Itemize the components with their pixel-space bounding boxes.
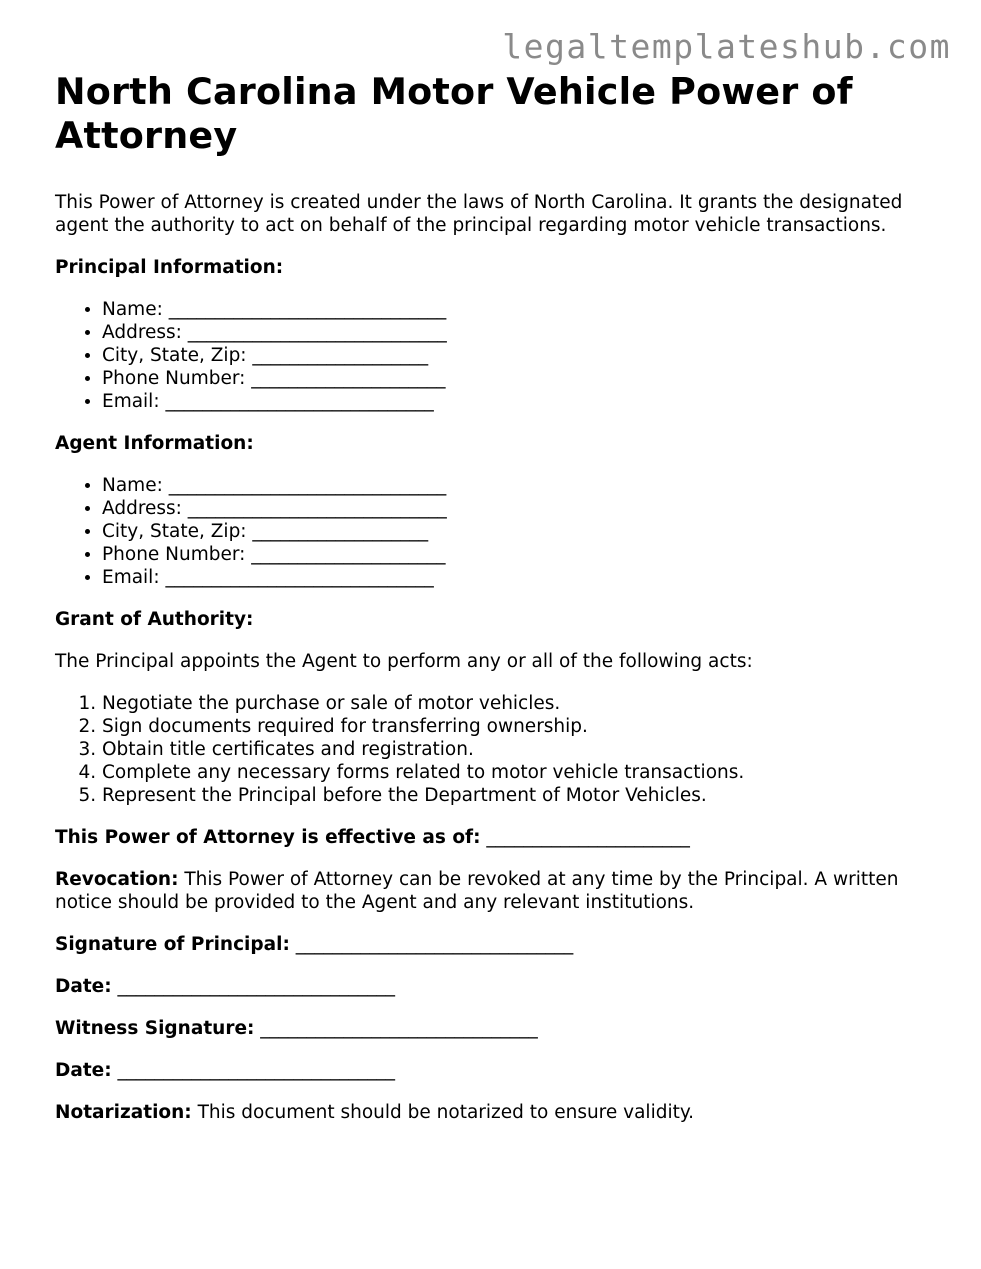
- principal-date-blank: ______________________________: [111, 976, 396, 997]
- authority-act-item: 3. Obtain title certificates and registration.: [102, 738, 935, 761]
- authority-acts-list: [55, 692, 935, 807]
- witness-signature-label: Witness Signature:: [55, 1018, 255, 1039]
- notarization-paragraph: [55, 1101, 935, 1124]
- agent-email-field: • Email: _____________________________: [102, 566, 935, 589]
- principal-city-state-zip-field: • City, State, Zip: ___________________: [102, 344, 935, 367]
- authority-act-item: 5. Represent the Principal before the Department of Motor Vehicles.: [102, 784, 935, 807]
- authority-act-item: 2. Sign documents required for transferring ownership.: [102, 715, 935, 738]
- document-title: North Carolina Motor Vehicle Power of Attorney: [55, 70, 853, 157]
- revocation-paragraph: [55, 868, 935, 914]
- witness-signature-line: [55, 1017, 935, 1040]
- principal-date-label: Date:: [55, 976, 112, 997]
- effective-date-line: [55, 826, 935, 849]
- revocation-label: Revocation:: [55, 869, 179, 890]
- principal-signature-blank: ______________________________: [289, 934, 574, 955]
- principal-address-field: • Address: ____________________________: [102, 321, 935, 344]
- witness-date-label: Date:: [55, 1060, 112, 1081]
- agent-fields-list: [55, 474, 935, 589]
- principal-email-field: • Email: _____________________________: [102, 390, 935, 413]
- agent-heading: Agent Information:: [55, 433, 254, 454]
- authority-act-item: 1. Negotiate the purchase or sale of motor vehicles.: [102, 692, 935, 715]
- authority-heading: Grant of Authority:: [55, 609, 254, 630]
- effective-date-blank: ______________________: [480, 827, 690, 848]
- agent-address-field: • Address: ____________________________: [102, 497, 935, 520]
- principal-fields-list: [55, 298, 935, 413]
- intro-paragraph: This Power of Attorney is created under the laws of North Carolina. It grants the designated agent the authority to act on behalf of the principal regarding motor vehicle transactions.: [55, 192, 903, 236]
- notarization-label: Notarization:: [55, 1102, 192, 1123]
- watermark-text: legaltemplateshub.com: [502, 27, 951, 66]
- agent-name-field: • Name: ______________________________: [102, 474, 935, 497]
- witness-signature-blank: ______________________________: [254, 1018, 538, 1039]
- principal-heading: Principal Information:: [55, 257, 284, 278]
- principal-date-line: [55, 975, 935, 998]
- authority-intro: The Principal appoints the Agent to perform any or all of the following acts:: [55, 651, 753, 672]
- authority-act-item: 4. Complete any necessary forms related to motor vehicle transactions.: [102, 761, 935, 784]
- revocation-text: This Power of Attorney can be revoked at any time by the Principal. A written notice should be provided to the Agent and any relevant institutions.: [55, 869, 899, 913]
- principal-signature-label: Signature of Principal:: [55, 934, 290, 955]
- notarization-text: This document should be notarized to ensure validity.: [191, 1102, 695, 1123]
- principal-signature-line: [55, 933, 935, 956]
- document-body: [55, 70, 935, 1124]
- principal-name-field: • Name: ______________________________: [102, 298, 935, 321]
- witness-date-blank: ______________________________: [111, 1060, 396, 1081]
- witness-date-line: [55, 1059, 935, 1082]
- agent-phone-field: • Phone Number: _____________________: [102, 543, 935, 566]
- effective-date-label: This Power of Attorney is effective as of:: [55, 827, 481, 848]
- principal-phone-field: • Phone Number: _____________________: [102, 367, 935, 390]
- agent-city-state-zip-field: • City, State, Zip: ___________________: [102, 520, 935, 543]
